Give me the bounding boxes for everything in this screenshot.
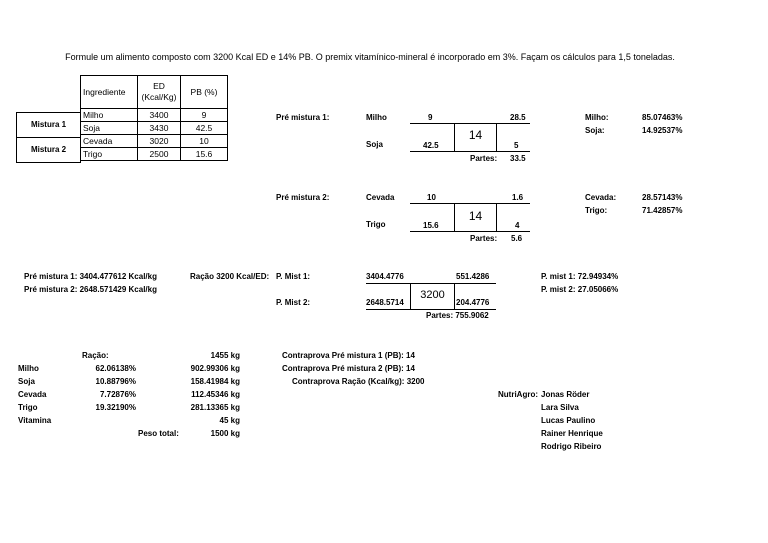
table-row <box>81 135 228 148</box>
racao-row-name: Milho <box>18 364 39 373</box>
racao-row-name: Soja <box>18 377 35 386</box>
mistura-2-label: Mistura 2 <box>30 145 67 154</box>
energy-bottom-line <box>366 309 496 310</box>
racao-row-pct: 10.88796% <box>95 377 136 386</box>
premix2-b-name: Trigo <box>366 220 386 229</box>
premix2-a-part: 1.6 <box>512 193 524 202</box>
racao-row-kg: 902.99306 kg <box>190 364 240 373</box>
table-cell-ed: 3430 <box>138 122 181 135</box>
racao-row-kg: 281.13365 kg <box>190 403 240 412</box>
energy-top-line <box>366 283 496 284</box>
energy-b-val: 2648.5714 <box>366 298 404 307</box>
premix2-pct-b-name: Trigo: <box>585 206 608 215</box>
premix2-pct-a: 28.57143% <box>642 193 683 202</box>
table-cell-ed: 3020 <box>138 135 181 148</box>
premix1-pct-a-name: Milho: <box>585 113 609 122</box>
premix1-partes-val: 33.5 <box>510 154 526 163</box>
racao-row-name: Cevada <box>18 390 47 399</box>
premix1-a-name: Milho <box>366 113 387 122</box>
premix1-right-line <box>496 123 497 151</box>
mistura-1-label: Mistura 1 <box>30 120 67 129</box>
racao-peso-val: 1500 kg <box>210 429 240 438</box>
table-row <box>81 122 228 135</box>
racao-row-name: Vitamina <box>18 416 52 425</box>
racao-row-kg: 112.45346 kg <box>191 390 240 399</box>
table-cell-ingrediente: Trigo <box>81 148 138 161</box>
table-row <box>81 148 228 161</box>
energy-pm2: Pré mistura 2: 2648.571429 Kcal/kg <box>24 285 157 294</box>
premix1-center: 14 <box>468 128 483 142</box>
table-cell-ingrediente: Milho <box>81 109 138 122</box>
premix1-b-name: Soja <box>366 140 383 149</box>
premix2-center: 14 <box>468 209 483 223</box>
racao-header: Ração: <box>82 351 109 360</box>
racao-peso-label: Peso total: <box>138 429 179 438</box>
table-header-ed-label: ED (Kcal/Kg) <box>141 81 177 102</box>
racao-row-pct: 7.72876% <box>99 390 136 399</box>
author-name: Rainer Henrique <box>541 429 603 438</box>
table-cell-pb: 15.6 <box>181 148 228 161</box>
table-cell-ed: 3400 <box>138 109 181 122</box>
premix2-label: Pré mistura 2: <box>276 193 330 202</box>
premix1-a-part: 28.5 <box>510 113 526 122</box>
premix1-pct-b-name: Soja: <box>585 126 605 135</box>
energy-right-line <box>454 283 455 309</box>
table-cell-ingrediente: Cevada <box>81 135 138 148</box>
racao-row-kg: 158.41984 kg <box>190 377 240 386</box>
table-header-ingrediente: Ingrediente <box>81 76 138 109</box>
premix2-top-line <box>410 203 530 204</box>
energy-pm1: Pré mistura 1: 3404.477612 Kcal/kg <box>24 272 157 281</box>
authors-label: NutriAgro: <box>498 390 538 399</box>
page-title: Formule um alimento composto com 3200 Kcal ED e 14% PB. O premix vitamínico-mineral é incorporado em 3%. Façam os cálculos para 1,5 toneladas. <box>65 52 675 62</box>
table-cell-pb: 9 <box>181 109 228 122</box>
premix2-partes-label: Partes: <box>470 234 498 243</box>
racao-row-name: Trigo <box>18 403 38 412</box>
energy-label: Ração 3200 Kcal/ED: <box>190 272 270 281</box>
premix2-a-name: Cevada <box>366 193 395 202</box>
table-cell-ingrediente: Soja <box>81 122 138 135</box>
premix2-bottom-line <box>410 231 530 232</box>
table-cell-pb: 42.5 <box>181 122 228 135</box>
premix2-b-val: 15.6 <box>423 221 439 230</box>
premix2-partes-val: 5.6 <box>511 234 523 243</box>
table-row <box>81 109 228 122</box>
premix2-b-part: 4 <box>515 221 520 230</box>
premix1-top-line <box>410 123 530 124</box>
racao-row-kg: 45 kg <box>219 416 240 425</box>
contraprova-1: Contraprova Pré mistura 1 (PB): 14 <box>282 351 415 360</box>
premix1-b-val: 42.5 <box>423 141 439 150</box>
energy-b-name: P. Mist 2: <box>276 298 311 307</box>
contraprova-2: Contraprova Pré mistura 2 (PB): 14 <box>282 364 415 373</box>
racao-row-pct: 62.06138% <box>95 364 136 373</box>
premix2-pct-b: 71.42857% <box>642 206 683 215</box>
energy-a-val: 3404.4776 <box>366 272 404 281</box>
energy-a-name: P. Mist 1: <box>276 272 311 281</box>
premix1-label: Pré mistura 1: <box>276 113 330 122</box>
premix1-a-val: 9 <box>428 113 433 122</box>
author-name: Rodrigo Ribeiro <box>541 442 602 451</box>
table-cell-ed: 2500 <box>138 148 181 161</box>
energy-partes: Partes: 755.9062 <box>426 311 489 320</box>
energy-pct-b: P. mist 2: 27.05066% <box>541 285 619 294</box>
author-name: Lara Silva <box>541 403 579 412</box>
author-name: Jonas Röder <box>541 390 590 399</box>
energy-pct-a: P. mist 1: 72.94934% <box>541 272 619 281</box>
table-cell-pb: 10 <box>181 135 228 148</box>
racao-total-header: 1455 kg <box>210 351 240 360</box>
contraprova-3: Contraprova Ração (Kcal/kg): 3200 <box>292 377 425 386</box>
premix2-pct-a-name: Cevada: <box>585 193 617 202</box>
premix2-right-line <box>496 203 497 231</box>
table-header-ed <box>138 76 181 109</box>
premix1-pct-b: 14.92537% <box>642 126 683 135</box>
author-name: Lucas Paulino <box>541 416 596 425</box>
premix1-pct-a: 85.07463% <box>642 113 683 122</box>
ingredient-table <box>80 75 228 161</box>
table-header-row <box>81 76 228 109</box>
premix1-b-part: 5 <box>514 141 519 150</box>
racao-row-pct: 19.32190% <box>95 403 136 412</box>
premix1-partes-label: Partes: <box>470 154 498 163</box>
energy-b-part: 204.4776 <box>456 298 490 307</box>
premix2-a-val: 10 <box>427 193 436 202</box>
premix1-bottom-line <box>410 151 530 152</box>
energy-a-part: 551.4286 <box>456 272 490 281</box>
energy-center: 3200 <box>420 289 445 301</box>
table-header-pb: PB (%) <box>181 76 228 109</box>
